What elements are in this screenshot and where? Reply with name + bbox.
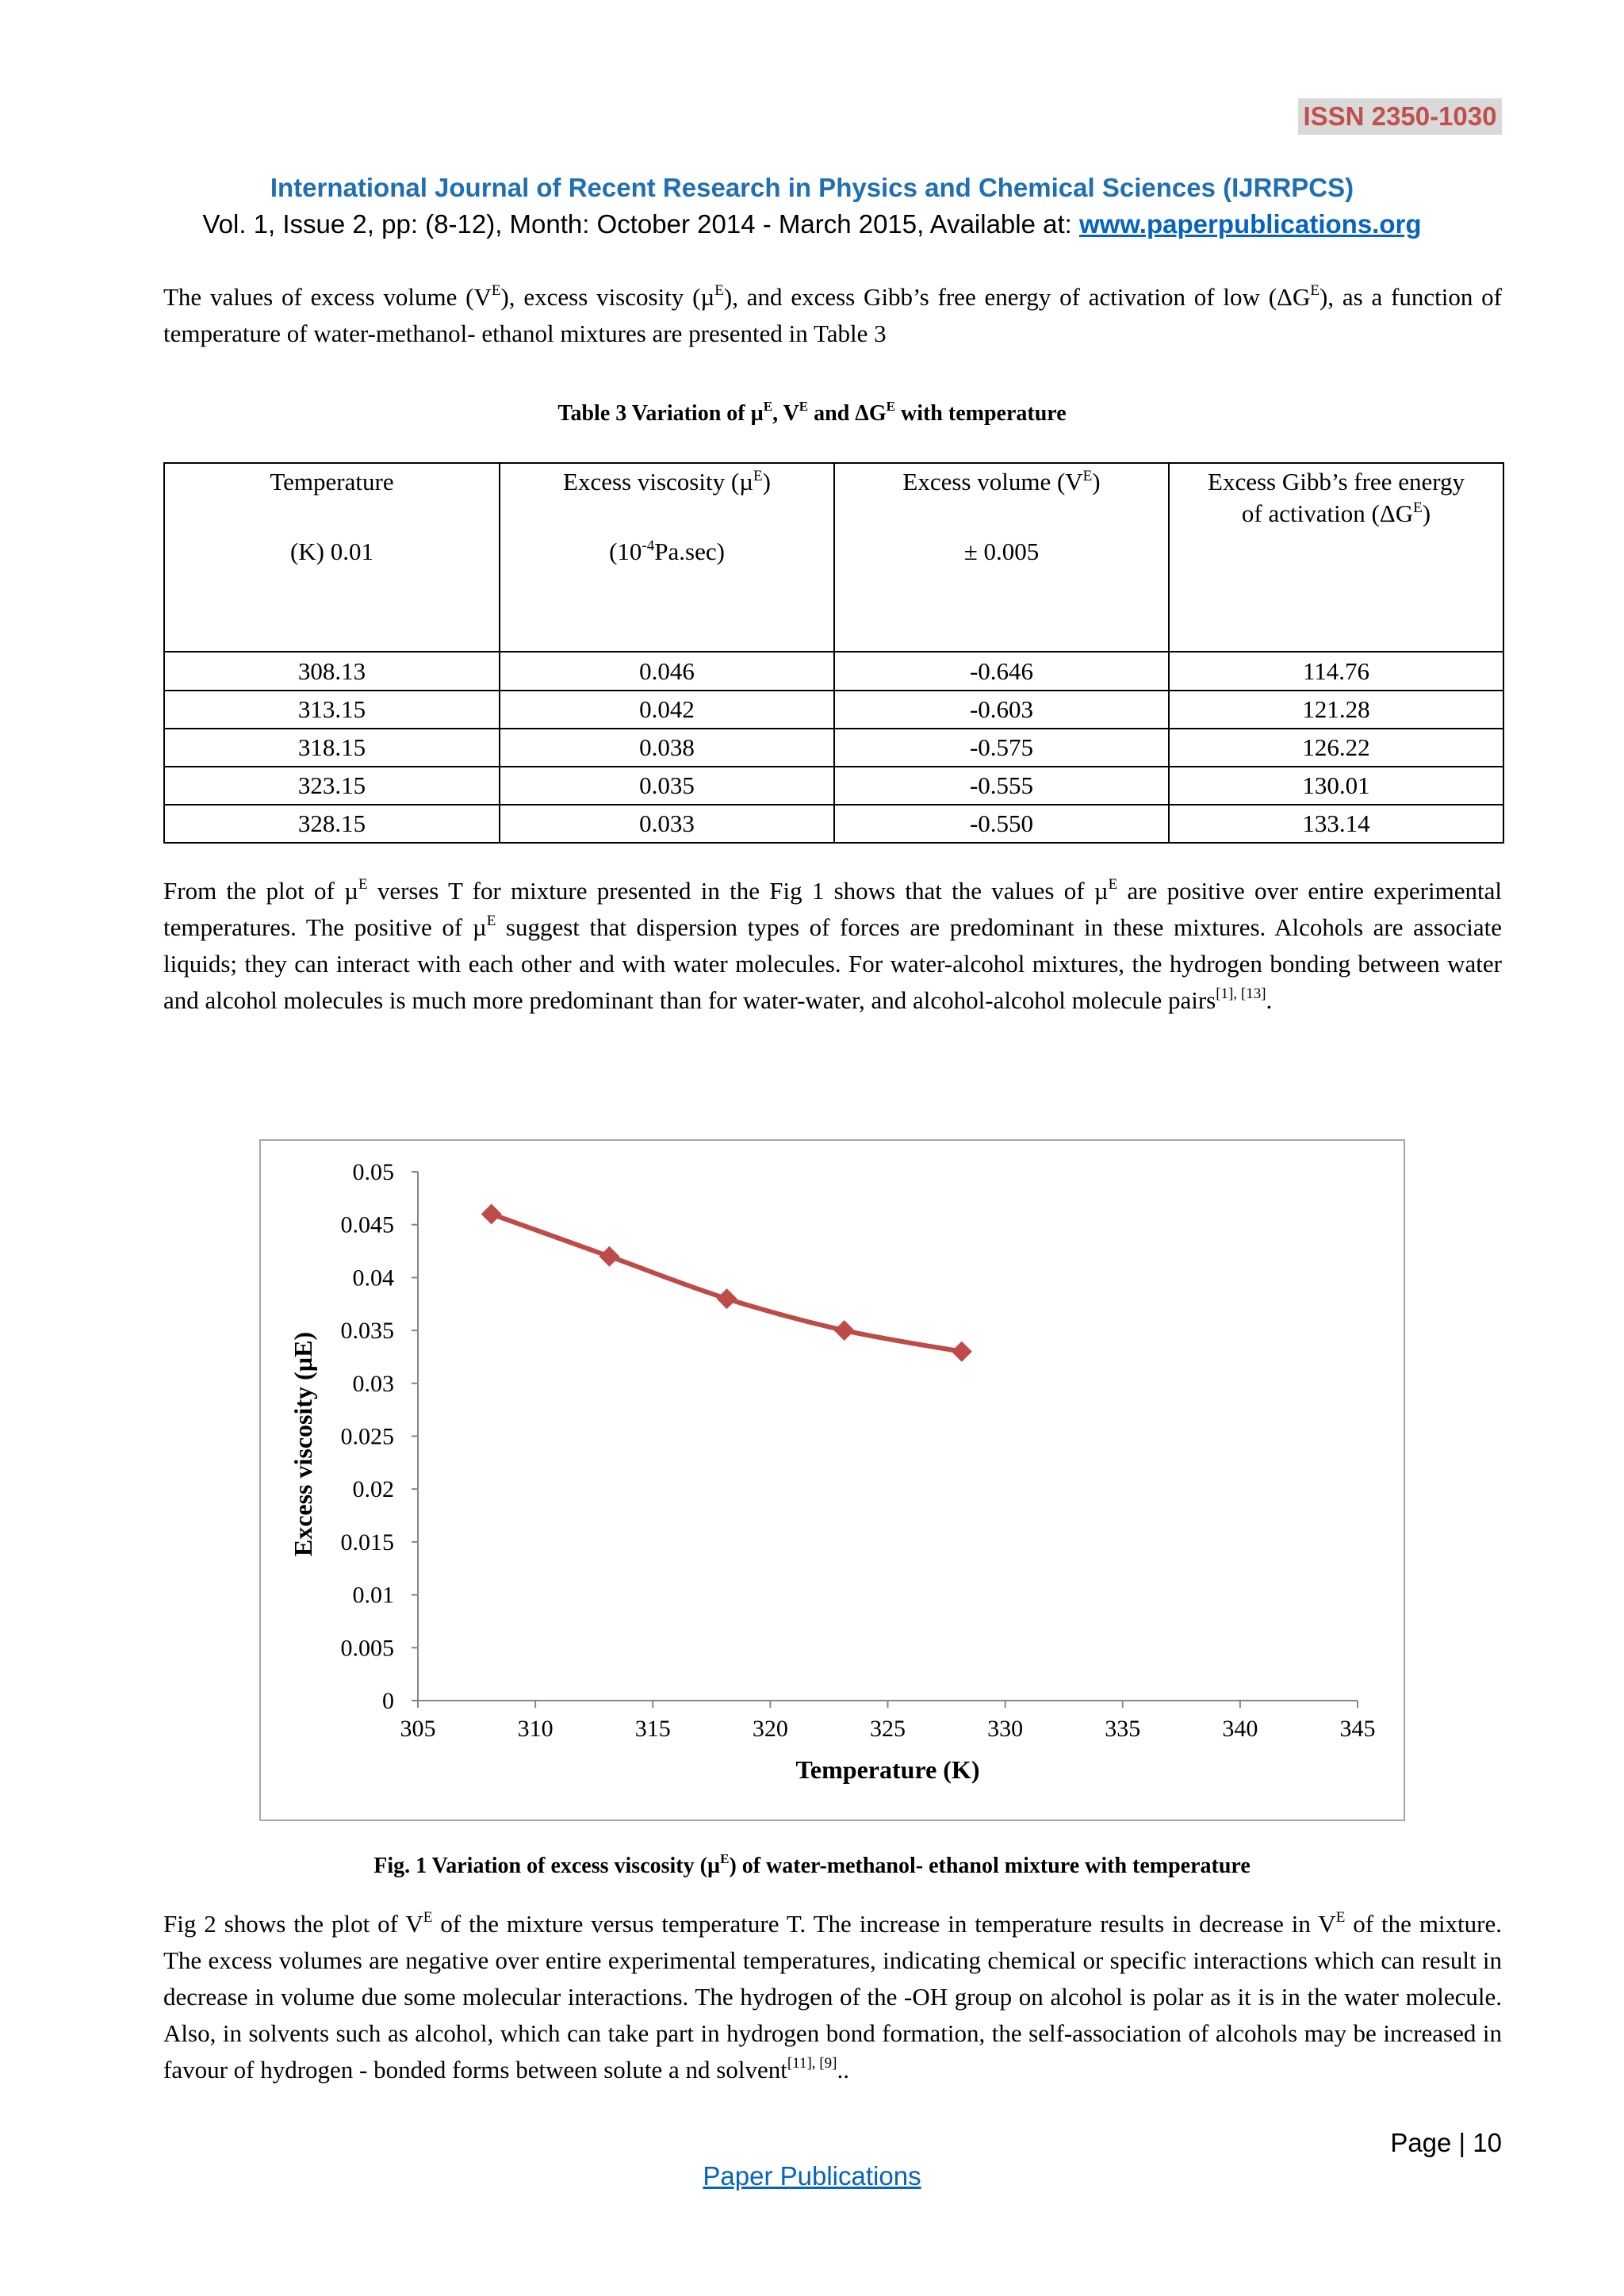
data-point — [481, 1203, 502, 1224]
data-point — [599, 1246, 619, 1267]
table-cell: 313.15 — [164, 691, 500, 729]
x-tick-label: 335 — [1105, 1716, 1141, 1742]
table-cell: 0.046 — [500, 652, 834, 690]
publisher-link[interactable]: Paper Publications — [703, 2161, 921, 2191]
table-cell: -0.646 — [834, 652, 1169, 690]
y-tick-label: 0.025 — [340, 1423, 394, 1450]
x-tick-label: 325 — [870, 1716, 906, 1742]
y-tick-label: 0.045 — [340, 1211, 394, 1238]
table-cell: 114.76 — [1169, 652, 1503, 690]
header-excess-volume: Excess volume $(V^E)$ ± 0.005 — [834, 463, 1169, 652]
journal-title: International Journal of Recent Research in Physics and Chemical Sciences (IJRRPCS) — [270, 173, 1354, 202]
y-tick-label: 0 — [382, 1688, 394, 1714]
table-cell: 121.28 — [1169, 691, 1503, 729]
excess-viscosity-chart — [259, 1139, 1405, 1821]
y-axis-title: Excess viscosity (µE) — [289, 1331, 317, 1557]
table-cell: 133.14 — [1169, 805, 1503, 843]
y-tick-label: 0.04 — [352, 1265, 394, 1292]
table-row — [164, 652, 1503, 690]
data-point — [834, 1320, 855, 1341]
table-cell: 0.033 — [500, 805, 834, 843]
data-point — [717, 1288, 737, 1309]
header-temperature: Temperature (K) 0.01 — [164, 463, 500, 652]
x-axis-title: Temperature (K) — [795, 1755, 980, 1784]
series-line — [492, 1214, 962, 1351]
journal-meta-text: Vol. 1, Issue 2, pp: (8-12), Month: October 2014 - March 2015, Available at: — [202, 209, 1080, 239]
x-tick-label: 315 — [634, 1716, 671, 1742]
y-tick-label: 0.015 — [340, 1529, 394, 1556]
table-cell: 323.15 — [164, 767, 500, 805]
y-tick-label: 0.01 — [352, 1582, 394, 1609]
data-table — [163, 462, 1504, 844]
table-cell: 0.035 — [500, 767, 834, 805]
y-tick-label: 0.02 — [352, 1476, 394, 1503]
discussion-paragraph-1: From the plot of µ$^E$ verses T for mixture presented in the Fig 1 shows that the values of µ$^E$ are positive over entire experimental temperatures. The positive of µ$^E$ suggest that dispersion types of forces are predominant in these mixtures. Alcohols are associate liquids; they can interact with each other and with water molecules. For water-alcohol mixtures, the hydrogen bonding between water and alcohol molecules is much more predominant than for water-water, and alcohol-alcohol molecule pairs[1], [13]. — [163, 876, 1502, 1014]
x-tick-label: 305 — [400, 1716, 436, 1742]
table-cell: 0.042 — [500, 691, 834, 729]
table-caption: Table 3 Variation of µ$^E$, $V^E$ and $\Delta G^E$ with temperature — [557, 399, 1067, 426]
x-tick-label: 340 — [1222, 1716, 1258, 1742]
y-tick-label: 0.035 — [340, 1318, 394, 1345]
x-tick-label: 310 — [517, 1716, 553, 1742]
table-row — [164, 729, 1503, 767]
table-cell: 126.22 — [1169, 729, 1503, 767]
table-row — [164, 767, 1503, 805]
issn-badge: ISSN 2350-1030 — [1298, 98, 1502, 135]
table-cell: 328.15 — [164, 805, 500, 843]
page-number: Page | 10 — [1390, 2128, 1502, 2157]
table-cell: -0.575 — [834, 729, 1169, 767]
header-excess-viscosity: Excess viscosity (µ$^E$) $(10^{-4}Pa.\sec)$ — [500, 463, 834, 652]
journal-website-link[interactable]: www.paperpublications.org — [1079, 209, 1422, 239]
y-tick-label: 0.05 — [352, 1159, 394, 1185]
intro-paragraph: The values of excess volume $(V^E)$, excess viscosity (µ$^E$), and excess Gibb’s free energy of activation of low $(\Delta G^E)$, as a function of temperature of water-methanol- ethanol mixtures are presented in Table 3 — [163, 282, 1502, 347]
table-cell: 130.01 — [1169, 767, 1503, 805]
data-point — [952, 1341, 972, 1362]
citation: [11], [9] — [787, 2055, 837, 2072]
table-row — [164, 691, 1503, 729]
y-tick-label: 0.03 — [352, 1370, 394, 1397]
table-cell: -0.550 — [834, 805, 1169, 843]
header-gibbs-energy: Excess Gibb’s free energy of activation $(\Delta G^E)$ — [1169, 463, 1503, 652]
table-row — [164, 805, 1503, 843]
x-tick-label: 320 — [752, 1716, 788, 1742]
table-cell: 0.038 — [500, 729, 834, 767]
x-tick-label: 330 — [987, 1716, 1024, 1742]
discussion-paragraph-2: Fig 2 shows the plot of $V^E$ of the mixture versus temperature T. The increase in temperature results in decrease in $V^E$ of the mixture. The excess volumes are negative over entire experimental temperatures, indicating chemical or specific interactions which can result in decrease in volume due some molecular interactions. The hydrogen of the -OH group on alcohol is polar as it is in the water molecule. Also, in solvents such as alcohol, which can take part in hydrogen bond formation, the self-association of alcohols may be increased in favour of hydrogen - bonded forms between solute a nd solvent[11], [9].. — [163, 1909, 1502, 2084]
y-tick-label: 0.005 — [340, 1635, 394, 1662]
table-cell: -0.555 — [834, 767, 1169, 805]
figure-caption: Fig. 1 Variation of excess viscosity (µ$^E$) of water-methanol- ethanol mixture with temperature — [373, 1851, 1251, 1878]
x-tick-label: 345 — [1339, 1716, 1376, 1742]
citation: [1], [13] — [1216, 985, 1266, 1002]
table-cell: -0.603 — [834, 691, 1169, 729]
table-cell: 318.15 — [164, 729, 500, 767]
journal-meta — [0, 209, 1624, 239]
table-header-row — [164, 463, 1503, 652]
table-cell: 308.13 — [164, 652, 500, 690]
